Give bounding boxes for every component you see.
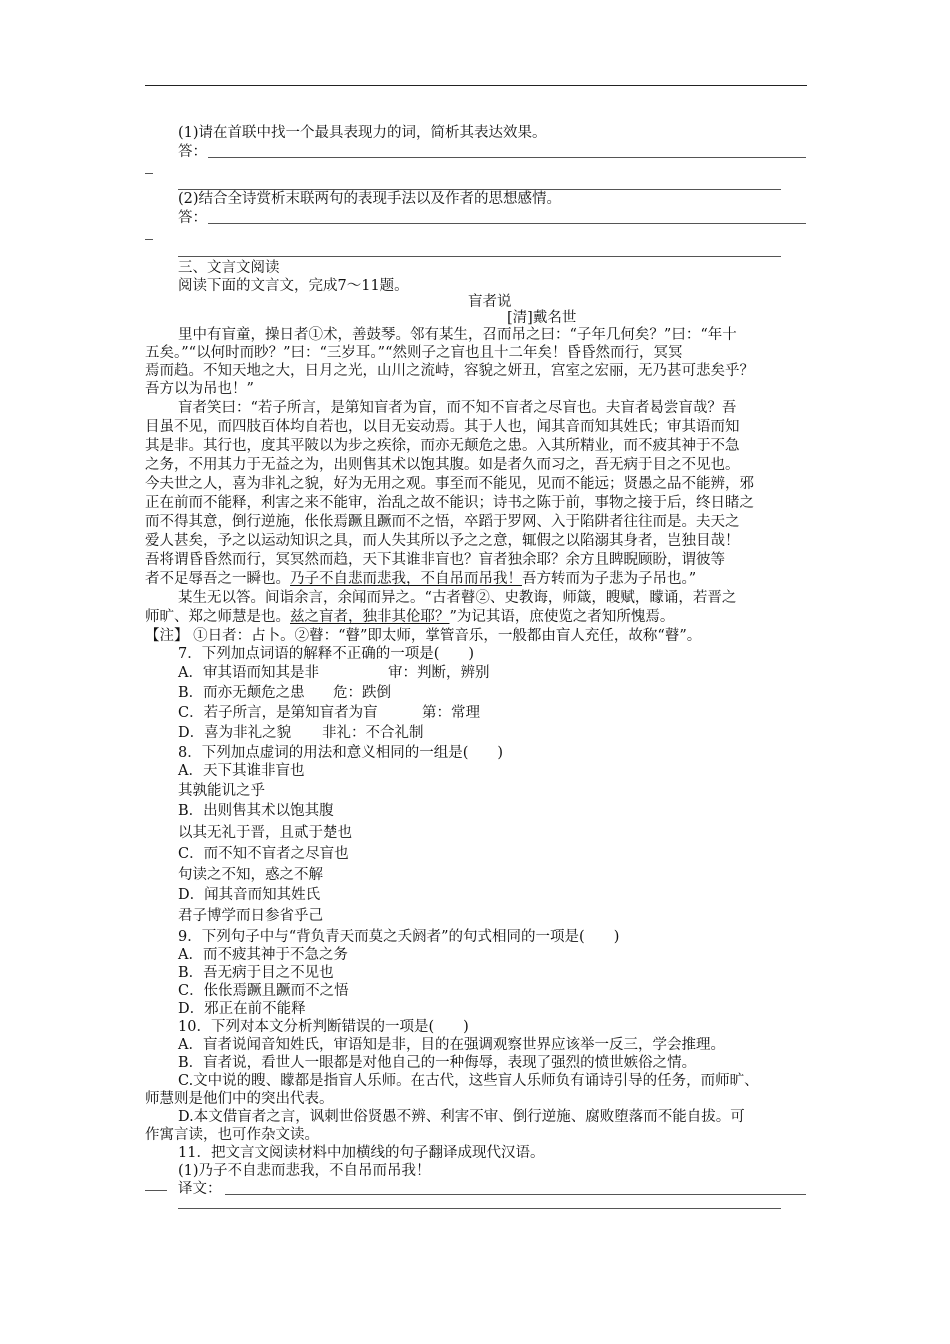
q10-option-c-cont: 师慧则是他们中的突出代表。 (145, 1091, 334, 1107)
passage-line: 里中有盲童，操日者①术，善鼓琴。邻有某生，召而吊之曰：“子年几何矣？”曰：“年十 (178, 327, 737, 343)
passage-title: 盲者说 (468, 294, 512, 310)
passage-line: 其是非。其行也，度其平陂以为步之疾徐，而亦无颠危之患。入其所精业，而不疲其神于不急 (145, 438, 740, 454)
passage-line: 某生无以答。间诣余言，余闻而异之。“古者瞽②、史教诲，师箴，瞍赋，矇诵，若晋之 (178, 590, 737, 606)
answer-label: 答： (178, 210, 207, 226)
passage-line: 正在前而不能释，利害之来不能审，治乱之故不能识；诗书之陈于前，事物之接于后，终日睹之 (145, 495, 754, 511)
section-heading: 三、文言文阅读 (178, 260, 280, 276)
continuation-dash (145, 173, 153, 174)
q8-pair-c-second: 句读之不知，惑之不解 (178, 867, 323, 883)
q7-option-b: B．而亦无颠危之患 (178, 685, 305, 701)
q9-option-d: D．邪正在前不能释 (178, 1001, 306, 1017)
passage-line: 五矣。”“以何时而眇？”曰：“三岁耳。”“然则子之盲也且十二年矣！昏昏然而行，冥冥 (145, 345, 683, 361)
underlined-sentence-1: 乃子不自悲而悲我，不自吊而吊我！ (290, 571, 522, 587)
translation-line[interactable] (178, 1208, 781, 1209)
answer-label: 答： (178, 144, 207, 160)
translate-label: 译文： (178, 1181, 222, 1197)
footnote: 【注】 ①日者：占卜。②瞽：“瞽”即太师，掌管音乐，一般都由盲人充任，故称“瞽”。 (145, 628, 702, 644)
translation-line[interactable] (225, 1194, 806, 1195)
passage-line-with-underlined-sentence (145, 608, 674, 626)
q6-part2: (2)结合全诗赏析末联两句的表现手法以及作者的思想感情。 (178, 191, 562, 207)
q8-pair-b-first: B．出则售其术以饱其腹 (178, 803, 334, 819)
passage-text: ”为记其语，庶使览之者知所愧焉。 (449, 609, 675, 625)
q8-pair-d-second: 君子博学而日参省乎己 (178, 908, 323, 924)
q7-option-a-gloss: 审：判断，辨别 (388, 665, 490, 681)
passage-line: 盲者笑曰：“若子所言，是第知盲者为盲，而不知不盲者之尽盲也。夫盲者曷尝盲哉？吾 (178, 400, 737, 416)
continuation-dash (145, 239, 153, 240)
q7-stem: 7．下列加点词语的解释不正确的一项是( ) (178, 646, 475, 662)
passage-line-with-underlined-sentence (145, 570, 696, 588)
q7-option-b-gloss: 危：跌倒 (333, 685, 391, 701)
passage-line: 今夫世之人，喜为非礼之貌，好为无用之观。事至而不能见，见而不能远；贤愚之品不能辨，邪 (145, 476, 754, 492)
passage-line: 目虽不见，而四肢百体均自若也，以目无妄动焉。其于人也，闻其音而知其姓氏；审其语而知 (145, 419, 740, 435)
q8-stem: 8．下列加点虚词的用法和意义相同的一组是( ) (178, 745, 504, 761)
q9-option-a: A．而不疲其神于不急之务 (178, 947, 348, 963)
answer-line[interactable] (208, 223, 806, 224)
q6-part1: (1)请在首联中找一个最具表现力的词，简析其表达效果。 (178, 125, 547, 141)
q9-option-b: B．吾无病于目之不见也 (178, 965, 334, 981)
passage-line: 而不得其意，倒行逆施，伥伥焉蹶且蹶而不之悟，卒蹈于罗网、入于陷阱者往往而是。夫天之 (145, 514, 740, 530)
q10-stem: 10．下列对本文分析判断错误的一项是( ) (178, 1019, 469, 1035)
q9-option-c: C．伥伥焉蹶且蹶而不之悟 (178, 983, 349, 999)
q8-pair-c-first: C．而不知不盲者之尽盲也 (178, 846, 349, 862)
passage-author: [清]戴名世 (507, 310, 577, 326)
q10-option-a: A．盲者说闻音知姓氏，审语知是非，目的在强调观察世界应该举一反三，学会推理。 (178, 1037, 725, 1053)
q9-stem: 9．下列句子中与“背负青天而莫之夭阏者”的句式相同的一项是( ) (178, 929, 620, 945)
continuation-dash (145, 1190, 167, 1191)
q11-stem: 11．把文言文阅读材料中加横线的句子翻译成现代汉语。 (178, 1145, 545, 1161)
passage-line: 吾方以为吊也！” (145, 381, 254, 397)
passage-line: 之务，不用其力于无益之为，出则售其术以饱其腹。如是者久而习之，吾无病于目之不见也。 (145, 457, 740, 473)
underlined-sentence-2: 兹之盲者，独非其伦耶？ (290, 609, 450, 625)
q8-pair-b-second: 以其无礼于晋，且贰于楚也 (178, 825, 352, 841)
q7-option-d: D．喜为非礼之貌 (178, 725, 292, 741)
q7-option-c: C．若子所言，是第知盲者为盲 (178, 705, 378, 721)
passage-line: 吾将谓昏昏然而行，冥冥然而趋，天下其谁非盲也？盲者独余耶？余方且睥睨顾盼，谓彼等 (145, 552, 725, 568)
passage-text: 者不足辱吾之一瞬也。 (145, 571, 290, 587)
passage-line: 爱人甚矣，予之以运动知识之具，而人失其所以予之之意，辄假之以陷溺其身者，岂独目哉！ (145, 533, 740, 549)
q7-option-a: A．审其语而知其是非 (178, 665, 319, 681)
q10-option-c: C.文中说的瞍、矇都是指盲人乐师。在古代，这些盲人乐师负有诵诗引导的任务，而师旷、 (178, 1073, 759, 1089)
q7-option-d-gloss: 非礼：不合礼制 (322, 725, 424, 741)
q10-option-d-cont: 作寓言读，也可作杂文读。 (145, 1127, 319, 1143)
answer-line[interactable] (208, 157, 806, 158)
q10-option-d: D.本文借盲者之言，讽刺世俗贤愚不辨、利害不审、倒行逆施、腐败堕落而不能自拔。可 (178, 1109, 745, 1125)
q10-option-b: B．盲者说，看世人一眼都是对他自己的一种侮辱，表现了强烈的愤世嫉俗之情。 (178, 1055, 697, 1071)
q8-pair-d-first: D．闻其音而知其姓氏 (178, 887, 321, 903)
passage-text: 吾方转而为子悲为子吊也。” (522, 571, 697, 587)
answer-line[interactable] (178, 256, 781, 257)
q8-pair-a-first: A．天下其谁非盲也 (178, 763, 305, 779)
q7-option-c-gloss: 第：常理 (422, 705, 480, 721)
passage-line: 焉而趋。不知天地之大，日月之光，山川之流峙，容貌之妍丑，宫室之宏丽，无乃甚可悲矣乎？ (145, 363, 754, 379)
q11-part1: (1)乃子不自悲而悲我，不自吊而吊我！ (178, 1163, 431, 1179)
passage-text: 师旷、郑之师慧是也。 (145, 609, 290, 625)
header-rule (145, 85, 807, 86)
section-instruction: 阅读下面的文言文，完成7～11题。 (178, 278, 409, 294)
q8-pair-a-second: 其孰能讥之乎 (178, 783, 265, 799)
